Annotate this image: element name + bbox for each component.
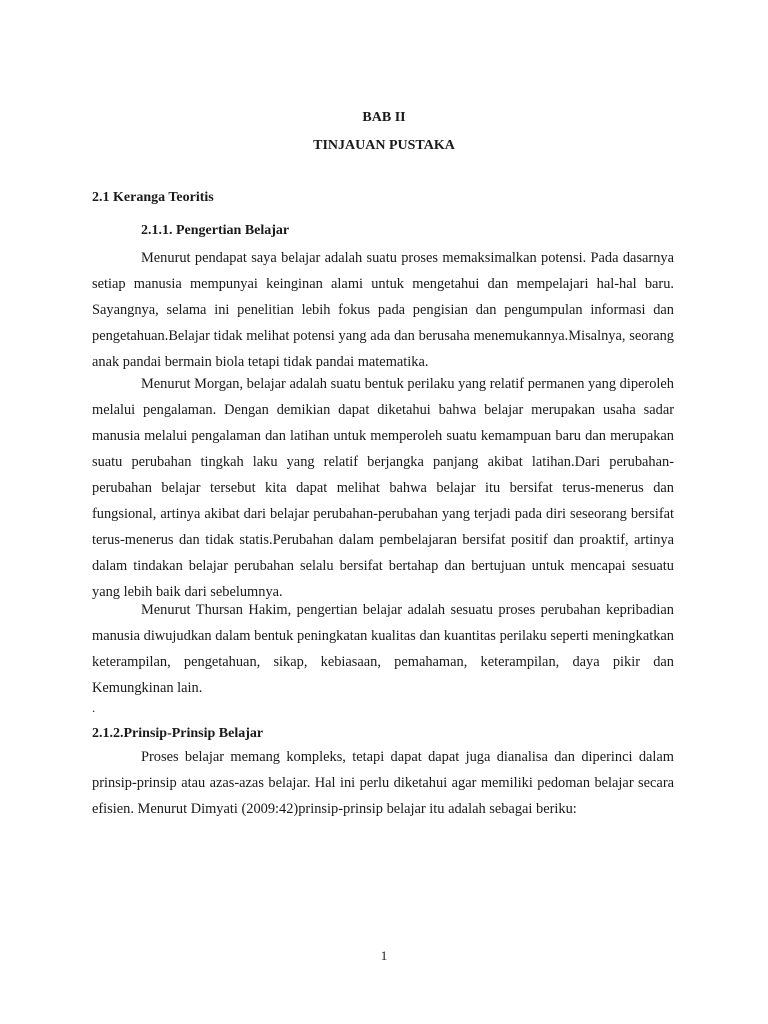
chapter-title: TINJAUAN PUSTAKA: [313, 138, 455, 153]
paragraph-thursan-hakim: Menurut Thursan Hakim, pengertian belajar adalah sesuatu proses perubahan kepribadian manusia diwujudkan dalam bentuk peningkatan kualitas dan kuantitas perilaku seperti meningkatkan keterampilan, pengetahuan, sikap, kebiasaan, pemahaman, keterampilan, daya pikir dan Kemungkinan lain.: [92, 602, 674, 696]
section-heading: 2.1 Keranga Teoritis: [92, 190, 214, 205]
page-number: 1: [380, 948, 388, 963]
subsection-heading-pengertian: 2.1.1. Pengertian Belajar: [141, 223, 290, 238]
subsection-heading-prinsip: 2.1.2.Prinsip-Prinsip Belajar: [92, 726, 264, 741]
chapter-number: BAB II: [362, 110, 406, 125]
paragraph-pendapat: Menurut pendapat saya belajar adalah suatu proses memaksimalkan potensi. Pada dasarnya setiap manusia mempunyai keinginan alami untuk mengetahui dan mempelajari hal-hal baru. Sayangnya, selama ini penelitian lebih fokus pada pengisian dan pengumpulan informasi dan pengetahuan.Belajar tidak melihat potensi yang ada dan berusaha menemukannya.Misalnya, seorang anak pandai bermain biola tetapi tidak pandai matematika.: [92, 250, 674, 370]
paragraph-morgan: Menurut Morgan, belajar adalah suatu bentuk perilaku yang relatif permanen yang diperoleh melalui pengalaman. Dengan demikian dapat diketahui bahwa belajar merupakan usaha sadar manusia melalui pengalaman dan latihan untuk memperoleh suatu kemampuan baru dan merupakan suatu perubahan tingkah laku yang relatif berjangka panjang akibat latihan.Dari perubahan-perubahan belajar tersebut kita dapat melihat bahwa belajar itu bersifat terus-menerus dan fungsional, artinya akibat dari belajar perubahan-perubahan yang terjadi pada diri seseorang bersifat terus-menerus dan tidak statis.Perubahan dalam pembelajaran bersifat positif dan proaktif, artinya dalam tindakan belajar perubahan selalu bersifat bertahap dan bertujuan untuk mencapai sesuatu yang lebih baik dari sebelumnya.: [92, 376, 674, 600]
paragraph-prinsip: Proses belajar memang kompleks, tetapi dapat dapat juga dianalisa dan diperinci dalam prinsip-prinsip atau azas-azas belajar. Hal ini perlu diketahui agar memiliki pedoman belajar secara efisien. Menurut Dimyati (2009:42)prinsip-prinsip belajar itu adalah sebagai beriku:: [92, 749, 674, 817]
stray-period: .: [92, 700, 96, 715]
